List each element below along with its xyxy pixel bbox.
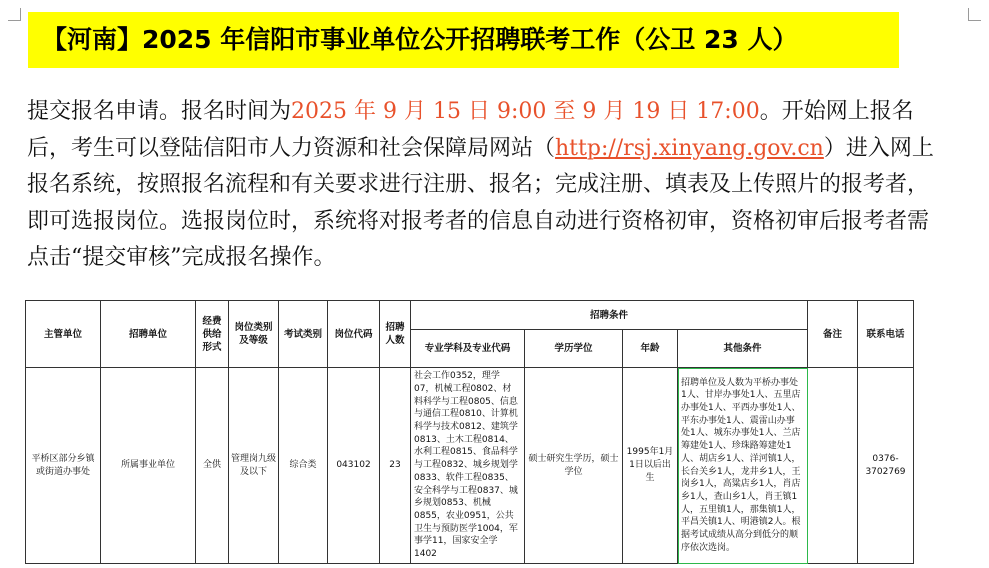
header-phone: 联系电话 [858, 301, 914, 368]
table-header-row-1 [26, 301, 914, 330]
header-dept: 主管单位 [26, 301, 101, 368]
table-row [26, 368, 914, 564]
website-link[interactable]: http://rsj.xinyang.gov.cn [555, 135, 824, 161]
job-table [25, 300, 914, 564]
cell-exam-type: 综合类 [279, 368, 328, 564]
header-degree: 学历学位 [525, 330, 623, 368]
page-corner-mark-left [8, 8, 21, 21]
cell-phone: 0376-3702769 [858, 368, 914, 564]
header-post-code: 岗位代码 [328, 301, 380, 368]
job-table-wrapper [25, 300, 914, 564]
header-exam-type: 考试类别 [279, 301, 328, 368]
cell-age: 1995年1月1日以后出生 [623, 368, 678, 564]
header-other: 其他条件 [678, 330, 808, 368]
cell-post-code: 043102 [328, 368, 380, 564]
header-age: 年龄 [623, 330, 678, 368]
cell-count: 23 [380, 368, 411, 564]
header-count: 招聘人数 [380, 301, 411, 368]
cell-degree: 硕士研究生学历，硕士学位 [525, 368, 623, 564]
header-major: 专业学科及专业代码 [411, 330, 525, 368]
paragraph-text-1: 提交报名申请。报名时间为 [27, 99, 292, 124]
cell-other-conditions: 招聘单位及人数为平桥办事处1人、甘岸办事处1人、五里店办事处1人、平西办事处1人、平东办事处1人、震雷山办事处1人、城东办事处1人、兰店筹建处1人、珍珠路筹建处1人、胡店乡1人、洋河镇1人，长台关乡1人，龙井乡1人，王岗乡1人，高粱店乡1人，肖店乡1人，查山乡1人，肖王镇1人，五里镇1人，那集镇1人，平昌关镇1人、明港镇2人。根据考试成绩从高分到低分的顺序依次选岗。 [678, 368, 808, 564]
cell-unit: 所属事业单位 [101, 368, 196, 564]
paragraph-text-3: ）进入网上报名系统，按照报名流程和有关要求进行注册、报名；完成注册、填表及上传照片的报考者，即可选报岗位。选报岗位时，系统将对报考者的信息自动进行资格初审，资格初审后报考者需点击“提交审核”完成报名操作。 [27, 135, 934, 270]
header-remark: 备注 [808, 301, 858, 368]
cell-remark [808, 368, 858, 564]
cell-dept: 平桥区部分乡镇或街道办事处 [26, 368, 101, 564]
registration-period: 2025 年 9 月 15 日 9:00 至 9 月 19 日 17:00 [291, 99, 760, 124]
header-funding: 经费供给形式 [196, 301, 229, 368]
page-corner-mark-right [968, 8, 981, 21]
registration-paragraph [27, 94, 937, 277]
cell-post-type: 管理岗九级及以下 [229, 368, 279, 564]
header-post-type: 岗位类别及等级 [229, 301, 279, 368]
header-conditions: 招聘条件 [411, 301, 808, 330]
cell-funding: 全供 [196, 368, 229, 564]
highlighted-headline: 【河南】2025 年信阳市事业单位公开招聘联考工作（公卫 23 人） [28, 12, 899, 68]
paragraph-text-2: 。开始网上报名后，考生可以登陆信阳市人力资源和社会保障局网站（ [27, 99, 914, 161]
cell-major: 社会工作0352，理学07，机械工程0802、材料科学与工程0805、信息与通信工程0810、计算机科学与技术0812、建筑学0813、土木工程0814、水利工程0815、食品科学与工程0832、城乡规划学0833、软件工程0835、安全科学与工程0837、城乡规划0853、机械0855，农业0951，公共卫生与预防医学1004，军事学11，国家安全学1402 [411, 368, 525, 564]
header-unit: 招聘单位 [101, 301, 196, 368]
